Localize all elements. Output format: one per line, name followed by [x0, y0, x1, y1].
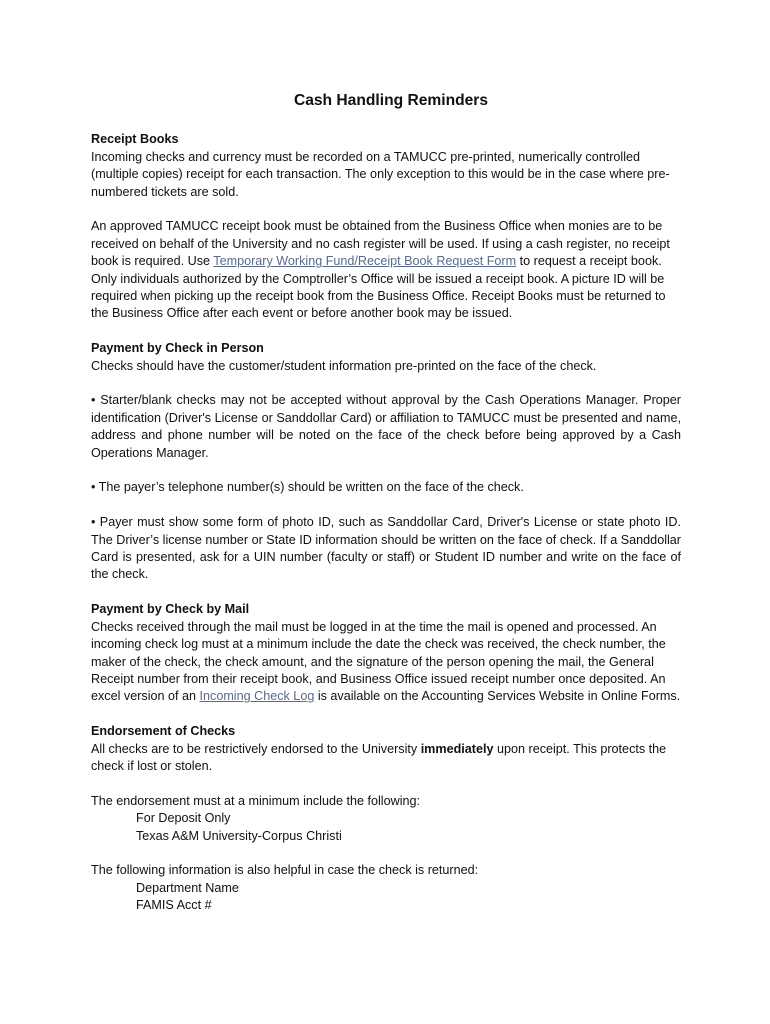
incoming-check-log-link[interactable]: Incoming Check Log — [199, 689, 315, 704]
endorsement-heading: Endorsement of Checks — [91, 724, 236, 739]
endorsement-text-b: upon receipt. This protects the check if lost or stolen. — [91, 741, 667, 773]
endorsement-paragraph-2: The endorsement must at a minimum include the following: — [91, 793, 420, 808]
payment-by-mail-text-a: Checks received through the mail must be logged in at the time the mail is opened and processed. An incoming check log must at a minimum include the date the check was received, the check number, the maker of the check, the check amount, and the signature of the person opening the mail, the General Receipt number from their receipt book, and Business Office issued receipt number once deposited. An excel version of an — [91, 619, 666, 704]
helpful-info-line: FAMIS Acct # — [136, 898, 212, 913]
payment-in-person-bullet-3: • Payer must show some form of photo ID, such as Sanddollar Card, Driver's License or state photo ID. The Driver’s license number or State ID information should be written on the face of check. If a Sanddollar Card is presented, ask for a UIN number (faculty or staff) or Student ID number and write on the face of the check. — [91, 515, 681, 582]
payment-by-mail-text-b: is available on the Accounting Services Website in Online Forms. — [314, 689, 681, 704]
endorsement-line: For Deposit Only — [136, 811, 231, 826]
payment-by-mail-heading: Payment by Check by Mail — [91, 602, 250, 617]
receipt-books-p2-text-b: to request a receipt book. Only individuals authorized by the Comptroller’s Office will be issued a receipt book. A picture ID will be required when picking up the receipt book from the Business Office. Receipt Books must be returned to the Business Office after each event or before another book may be issued. — [91, 254, 666, 321]
payment-in-person-heading: Payment by Check in Person — [91, 341, 264, 356]
endorsement-list — [91, 810, 681, 845]
receipt-book-request-form-link[interactable]: Temporary Working Fund/Receipt Book Request Form — [213, 254, 517, 269]
receipt-books-paragraph-2 — [91, 218, 681, 322]
payment-in-person-paragraph: Checks should have the customer/student information pre-printed on the face of the check. — [91, 358, 597, 373]
endorsement-paragraph-3: The following information is also helpful in case the check is returned: — [91, 863, 479, 878]
receipt-books-p2-text-a: An approved TAMUCC receipt book must be obtained from the Business Office when monies are to be received on behalf of the University and no cash register will be used. If using a cash register, no receipt book is required. Use — [91, 219, 670, 269]
receipt-books-heading: Receipt Books — [91, 132, 179, 147]
receipt-books-paragraph-1: Incoming checks and currency must be recorded on a TAMUCC pre-printed, numerically controlled (multiple copies) receipt for each transaction. The only exception to this would be in the case where pre-numbered tickets are sold. — [91, 149, 670, 199]
document-page — [91, 92, 681, 932]
helpful-info-list — [91, 880, 681, 915]
helpful-info-line: Department Name — [136, 880, 239, 895]
payment-by-mail-paragraph — [91, 619, 681, 706]
endorsement-bold-text: immediately — [420, 741, 494, 756]
payment-in-person-bullet-1: • Starter/blank checks may not be accepted without approval by the Cash Operations Manager. Proper identification (Driver's License or Sanddollar Card) or affiliation to TAMUCC must be presented and name, address and phone number will be noted on the face of the check before being approved by a Cash Operations Manager. — [91, 393, 681, 460]
endorsement-line: Texas A&M University-Corpus Christi — [136, 828, 342, 843]
endorsement-paragraph-1 — [91, 741, 681, 776]
payment-in-person-bullet-2: • The payer’s telephone number(s) should be written on the face of the check. — [91, 480, 524, 495]
page-title: Cash Handling Reminders — [293, 92, 489, 109]
endorsement-text-a: All checks are to be restrictively endorsed to the University — [91, 741, 421, 756]
